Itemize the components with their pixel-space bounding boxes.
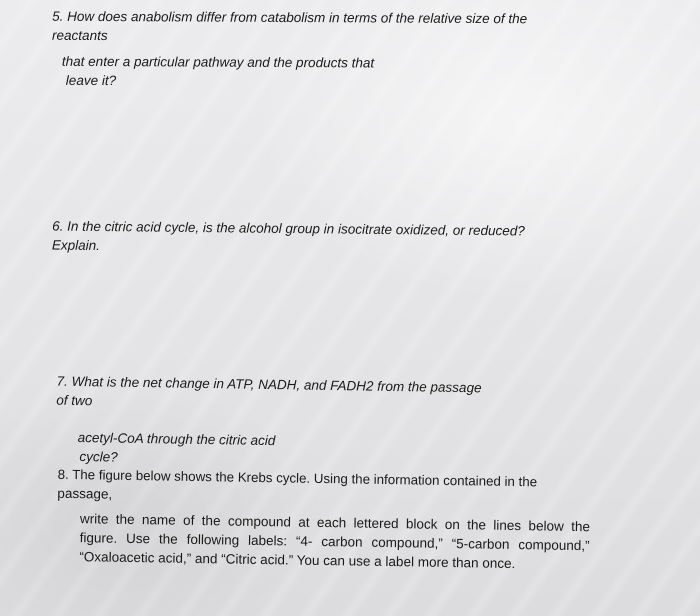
question-8-line-3: write the name of the compound at each lettered block on the lines below the: [79, 511, 591, 535]
question-6-line-2: Explain.: [51, 237, 101, 254]
question-8-line-5: “Oxaloacetic acid,” and “Citric acid.” You can use a label more than once.: [79, 549, 516, 572]
question-5-line-1: 5. How does anabolism differ from catabolism in terms of the relative size of the: [52, 8, 528, 27]
question-5-line-4: leave it?: [65, 72, 117, 89]
question-5-line-2: reactants: [52, 27, 108, 44]
question-8: [56, 465, 591, 574]
question-8-line-1: 8. The figure below shows the Krebs cycle. Using the information contained in the: [57, 466, 538, 490]
question-6-line-1: 6. In the citric acid cycle, is the alcohol group in isocitrate oxidized, or reduced?: [52, 218, 525, 239]
question-7: [55, 372, 481, 473]
question-7-line-4: cycle?: [79, 449, 118, 465]
question-5-line-3: that enter a particular pathway and the products that: [61, 53, 375, 71]
question-8-line-4: figure. Use the following labels: “4- carbon compound,” “5-carbon compound,”: [79, 530, 590, 554]
question-7-line-2: of two: [56, 392, 93, 409]
question-6: [52, 217, 525, 260]
question-8-line-2: passage,: [57, 485, 113, 502]
question-7-line-3: acetyl-CoA through the citric acid: [77, 430, 276, 449]
question-7-line-1: 7. What is the net change in ATP, NADH, and FADH2 from the passage: [56, 373, 482, 396]
question-5: [52, 7, 527, 92]
